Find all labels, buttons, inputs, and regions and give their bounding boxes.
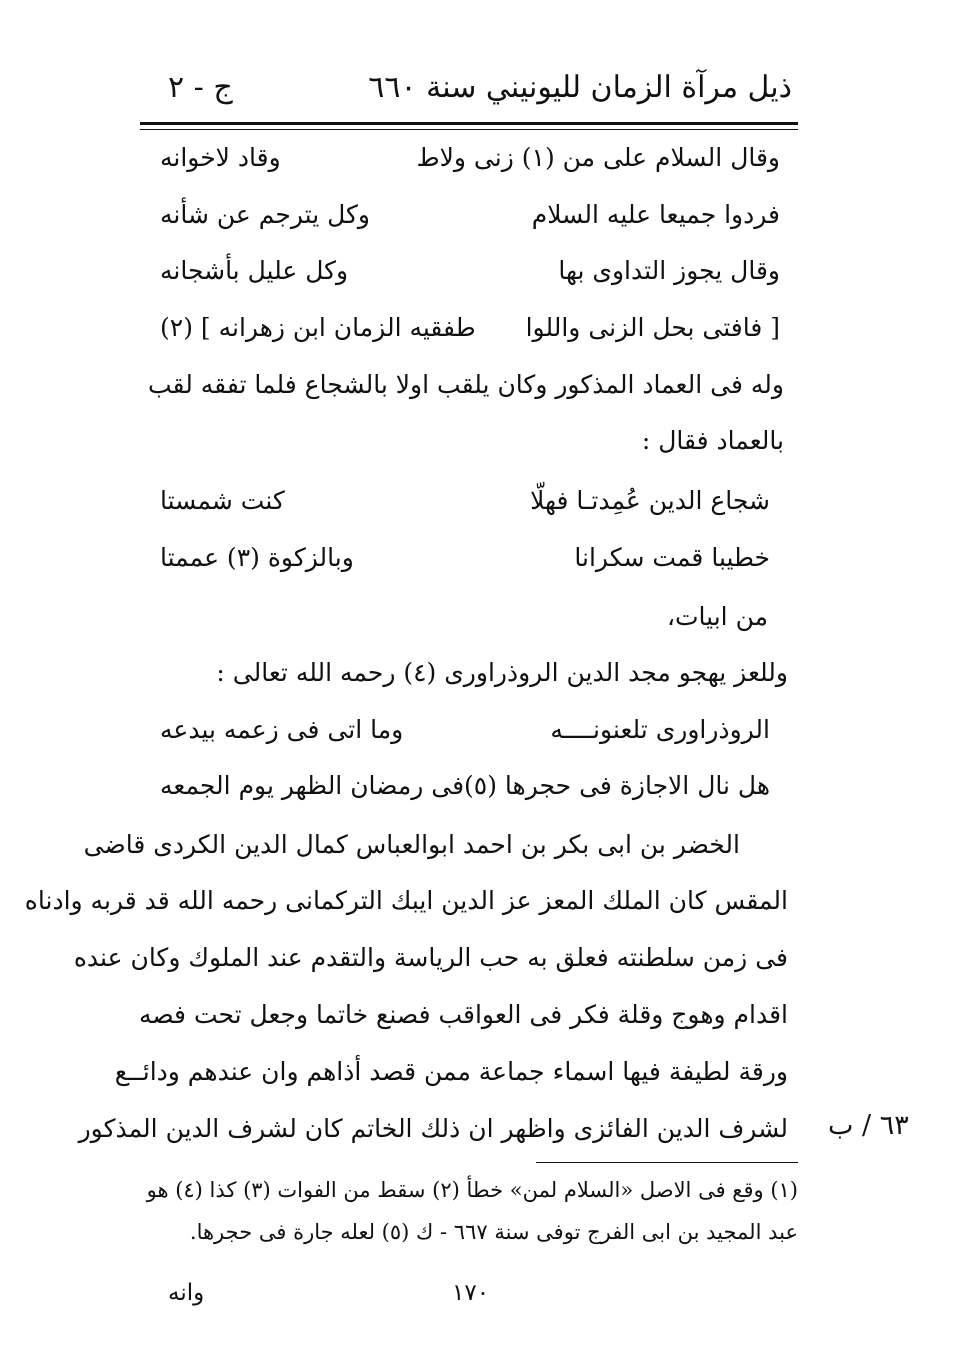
page-header — [140, 62, 798, 122]
verse-hemistich-right: الروذراورى تلعنونــــه — [550, 715, 770, 744]
verse-hemistich-left: وما اتى فى زعمه بيدعه — [160, 715, 404, 744]
verse-hemistich-right: هل نال الاجازة فى حجرها (٥) — [464, 771, 770, 800]
verse-hemistich-left: وبالزكوة (٣) عممتا — [160, 543, 354, 572]
verse-hemistich-left: وكل يترجم عن شأنه — [160, 200, 371, 229]
verse-hemistich-right: وقال السلام على من (١) زنى ولاط — [416, 143, 780, 172]
catchword: وانه — [168, 1280, 205, 1306]
verse-hemistich-left: فى رمضان الظهر يوم الجمعه — [160, 771, 465, 800]
page-number: ١٧٠ — [452, 1280, 490, 1306]
folio-margin-note: ٦٣ / ب — [828, 1110, 909, 1141]
verse-hemistich-right: فردوا جميعا عليه السلام — [531, 200, 780, 229]
verse-hemistich-left: كنت شمستا — [160, 486, 285, 515]
footnote-line: (١) وقع فى الاصل «السلام لمن» خطأ (٢) سقط من الفوات (٣) كذا (٤) هو — [146, 1178, 798, 1202]
verse-line — [160, 478, 770, 524]
verse-hemistich-right: [ فافتى بحل الزنى واللوا — [525, 313, 780, 342]
footnote-line: عبد المجيد بن ابى الفرج توفى سنة ٦٦٧ - ك (٥) لعله جارة فى حجرها. — [189, 1220, 798, 1244]
text-line: اقدام وهوج وقلة فكر فى العواقب فصنع خاتما وجعل تحت فصه — [138, 1000, 788, 1029]
verse-line — [160, 707, 770, 753]
volume-part: ج - ٢ — [168, 70, 233, 105]
text-line: فى زمن سلطنته فعلق به حب الرياسة والتقدم عند الملوك وكان عنده — [73, 943, 788, 972]
verse-hemistich-right: شجاع الدين عُمِدتـا فهلّا — [530, 486, 770, 515]
text-line: بالعماد فقال : — [641, 426, 784, 455]
text-line: وللعز يهجو مجد الدين الروذراورى (٤) رحمه الله تعالى : — [216, 658, 788, 687]
verse-line — [160, 135, 780, 181]
verse-hemistich-left: طفقيه الزمان ابن زهرانه ] (٢) — [160, 313, 476, 342]
header-rule-thick — [140, 122, 798, 125]
text-line: الخضر بن ابى بكر بن احمد ابوالعباس كمال الدين الكردى قاضى — [83, 830, 740, 859]
header-rule-thin — [140, 129, 798, 130]
text-line: من ابيات، — [666, 602, 768, 631]
footnote-rule — [536, 1162, 798, 1163]
verse-line — [160, 305, 780, 351]
running-title: ذيل مرآة الزمان لليونيني سنة ٦٦٠ — [368, 70, 792, 105]
text-line: المقس كان الملك المعز عز الدين ايبك التركمانى رحمه الله قد قربه وادناه — [24, 886, 788, 915]
verse-line — [160, 192, 780, 238]
verse-hemistich-left: وكل عليل بأشجانه — [160, 256, 349, 285]
text-line: وله فى العماد المذكور وكان يلقب اولا بالشجاع فلما تفقه لقب — [148, 370, 784, 399]
verse-line — [160, 763, 770, 809]
verse-line — [160, 248, 780, 294]
verse-hemistich-right: وقال يجوز التداوى بها — [558, 256, 780, 285]
verse-hemistich-right: خطيبا قمت سكرانا — [574, 543, 770, 572]
verse-hemistich-left: وقاد لاخوانه — [160, 143, 281, 172]
text-line: لشرف الدين الفائزى واظهر ان ذلك الخاتم كان لشرف الدين المذكور — [78, 1114, 788, 1143]
text-line: ورقة لطيفة فيها اسماء جماعة ممن قصد أذاهم وان عندهم ودائــع — [114, 1057, 788, 1086]
verse-line — [160, 535, 770, 581]
